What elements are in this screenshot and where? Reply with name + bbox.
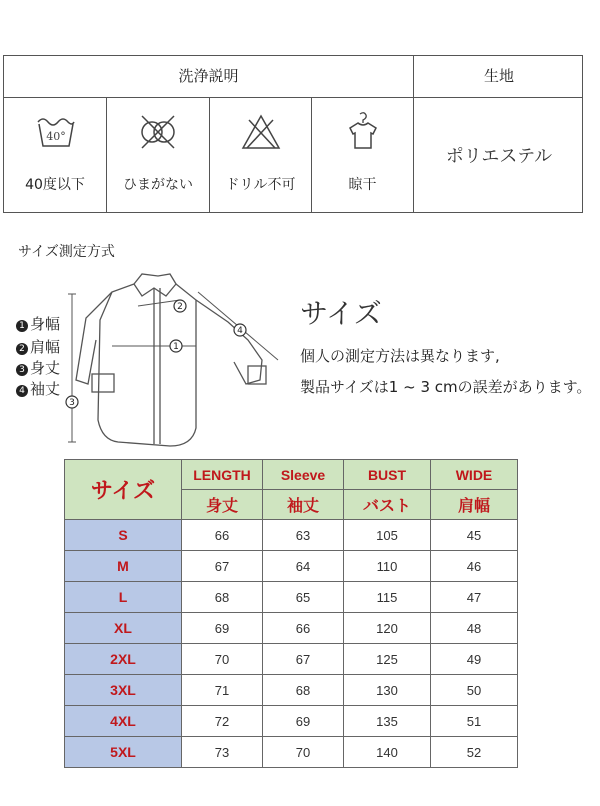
size-note-line2: 製品サイズは1 ~ 3 cmの誤差があります。 — [300, 378, 592, 396]
table-row — [65, 706, 518, 737]
care-divider — [106, 97, 107, 212]
care-table — [3, 55, 583, 213]
care-header-wash: 洗浄説明 — [178, 67, 239, 85]
shirt-diagram — [62, 270, 294, 456]
size-value-cell: 140 — [344, 737, 431, 768]
header-en: BUST — [344, 460, 431, 490]
diagram-marker-label: 1 — [173, 342, 179, 352]
size-value-cell: 67 — [182, 551, 263, 582]
legend-num: 1 — [16, 320, 28, 332]
table-row — [65, 737, 518, 768]
care-label-wash: 40度以下 — [25, 177, 85, 193]
size-value-cell: 67 — [263, 644, 344, 675]
size-value-cell: 73 — [182, 737, 263, 768]
diagram-marker-label: 2 — [177, 302, 183, 312]
header-en: LENGTH — [182, 460, 263, 490]
care-divider — [311, 97, 312, 212]
size-label: S — [65, 520, 182, 551]
size-label: 5XL — [65, 737, 182, 768]
wash-temp-label: 40° — [46, 130, 66, 143]
table-row — [65, 551, 518, 582]
size-table-body — [65, 520, 518, 768]
measure-title: サイズ測定方式 — [18, 244, 115, 260]
care-label-tumble: ひまがない — [123, 177, 193, 193]
size-value-cell: 66 — [182, 520, 263, 551]
size-label: 4XL — [65, 706, 182, 737]
size-value-cell: 52 — [431, 737, 518, 768]
care-label-bleach: ドリル不可 — [225, 177, 296, 193]
care-divider — [413, 56, 414, 212]
legend-label: 袖丈 — [30, 380, 61, 398]
size-value-cell: 64 — [263, 551, 344, 582]
size-value-cell: 48 — [431, 613, 518, 644]
legend-num: 3 — [16, 364, 28, 376]
table-row — [65, 644, 518, 675]
legend-label: 身幅 — [30, 315, 61, 333]
table-row — [65, 520, 518, 551]
size-value-cell: 105 — [344, 520, 431, 551]
legend-item — [16, 313, 60, 334]
material-value: ポリエステル — [445, 146, 553, 167]
care-divider — [209, 97, 210, 212]
legend-item — [16, 378, 60, 399]
size-value-cell: 50 — [431, 675, 518, 706]
size-value-cell: 49 — [431, 644, 518, 675]
care-header-material: 生地 — [483, 67, 514, 85]
size-value-cell: 110 — [344, 551, 431, 582]
size-heading: サイズ — [300, 297, 382, 330]
diagram-marker-label: 3 — [69, 398, 75, 408]
wash-40-icon — [34, 112, 78, 152]
legend-label: 肩幅 — [30, 338, 61, 356]
diagram-marker-label: 4 — [237, 326, 243, 336]
header-en: WIDE — [431, 460, 518, 490]
size-value-cell: 45 — [431, 520, 518, 551]
table-row — [65, 675, 518, 706]
header-jp: 身丈 — [182, 490, 263, 520]
legend-item — [16, 357, 60, 378]
size-label: XL — [65, 613, 182, 644]
size-value-cell: 70 — [263, 737, 344, 768]
header-jp: 肩幅 — [431, 490, 518, 520]
size-note-line1: 個人の測定方法は異なります, — [300, 347, 500, 365]
size-value-cell: 68 — [263, 675, 344, 706]
legend-num: 2 — [16, 343, 28, 355]
size-value-cell: 125 — [344, 644, 431, 675]
size-value-cell: 46 — [431, 551, 518, 582]
legend-label: 身丈 — [30, 359, 61, 377]
size-label: 2XL — [65, 644, 182, 675]
legend-num: 4 — [16, 385, 28, 397]
no-bleach-icon — [239, 112, 283, 152]
size-value-cell: 70 — [182, 644, 263, 675]
care-label-dry: 晾干 — [348, 177, 377, 193]
size-value-cell: 68 — [182, 582, 263, 613]
legend-item — [16, 336, 60, 357]
care-divider — [4, 97, 582, 98]
size-label: M — [65, 551, 182, 582]
no-tumble-dry-icon — [136, 112, 180, 152]
size-value-cell: 115 — [344, 582, 431, 613]
size-value-cell: 63 — [263, 520, 344, 551]
size-value-cell: 71 — [182, 675, 263, 706]
size-corner-label: サイズ — [65, 460, 182, 520]
size-value-cell: 51 — [431, 706, 518, 737]
table-row — [65, 582, 518, 613]
header-en: Sleeve — [263, 460, 344, 490]
size-label: 3XL — [65, 675, 182, 706]
size-value-cell: 66 — [263, 613, 344, 644]
size-value-cell: 65 — [263, 582, 344, 613]
size-value-cell: 135 — [344, 706, 431, 737]
size-label: L — [65, 582, 182, 613]
size-value-cell: 130 — [344, 675, 431, 706]
size-value-cell: 69 — [263, 706, 344, 737]
size-value-cell: 120 — [344, 613, 431, 644]
hang-dry-icon — [342, 112, 386, 152]
size-value-cell: 69 — [182, 613, 263, 644]
header-jp: バスト — [344, 490, 431, 520]
size-value-cell: 72 — [182, 706, 263, 737]
table-row — [65, 613, 518, 644]
size-table — [64, 459, 518, 768]
header-jp: 袖丈 — [263, 490, 344, 520]
size-value-cell: 47 — [431, 582, 518, 613]
